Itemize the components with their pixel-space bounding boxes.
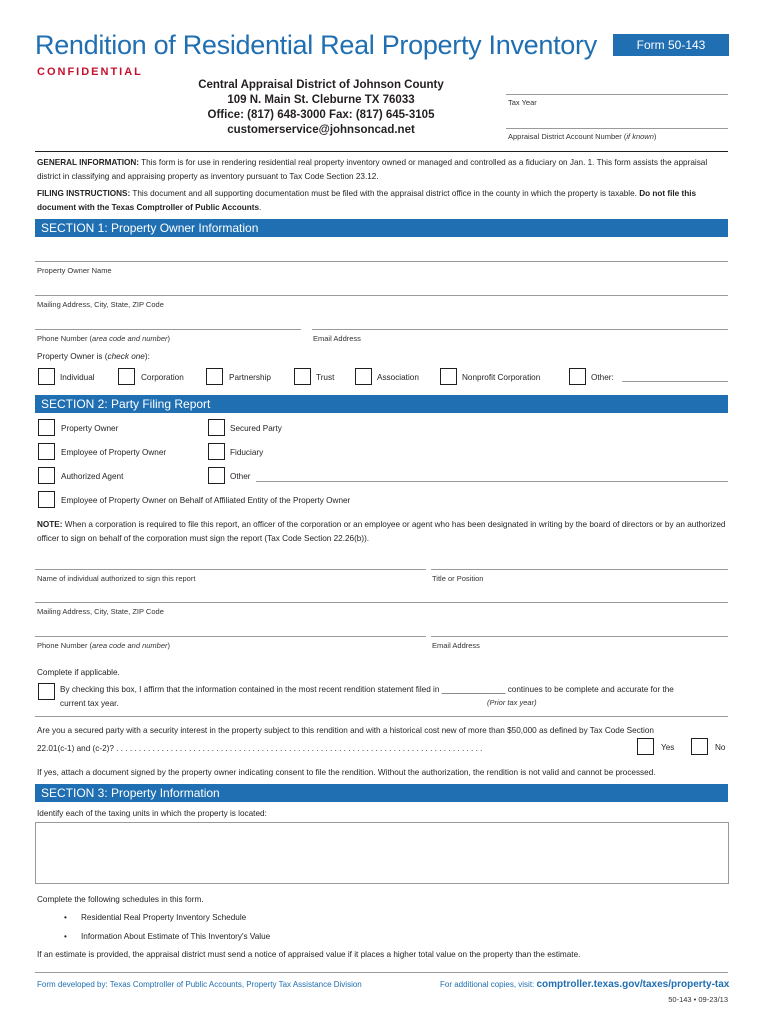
filer-email-field[interactable] xyxy=(431,636,728,637)
label-secured-no: No xyxy=(715,743,726,752)
checkbox-affirm-prior[interactable] xyxy=(38,683,55,700)
checkbox-trust[interactable] xyxy=(294,368,311,385)
checkbox-fiduciary[interactable] xyxy=(208,443,225,460)
appraisal-district-block xyxy=(160,78,482,138)
taxing-units-textarea[interactable] xyxy=(35,822,729,884)
checkbox-association[interactable] xyxy=(355,368,372,385)
footer-divider xyxy=(35,972,728,973)
cad-email: customerservice@johnsoncad.net xyxy=(227,124,415,136)
filer-mailing-field[interactable] xyxy=(35,602,728,603)
label-association: Association xyxy=(377,373,419,382)
tax-year-field[interactable] xyxy=(506,94,728,95)
estimate-notice: If an estimate is provided, the appraisal district must send a notice of appraised value if it places a higher total value on the property than the estimate. xyxy=(37,950,581,959)
label-other-filer: Other xyxy=(230,472,251,481)
comptroller-link[interactable]: comptroller.texas.gov/taxes/property-tax xyxy=(536,979,730,990)
filing-instructions: FILING INSTRUCTIONS: This document and all supporting documentation must be filed with the appraisal district office in the county in which the property is taxable. Do not file this document with the Texas Comptroller of Public Accounts. xyxy=(37,189,697,212)
additional-copies: For additional copies, visit: comptroller.texas.gov/taxes/property-tax xyxy=(440,979,730,990)
section-2-heading: SECTION 2: Party Filing Report xyxy=(35,395,728,413)
label-other-owner: Other: xyxy=(591,373,614,382)
checkbox-other-filer[interactable] xyxy=(208,467,225,484)
label-employee: Employee of Property Owner xyxy=(61,448,167,457)
secured-party-question-cont: 22.01(c-1) and (c-2)? . . . . . . . . . . . . . . . . . . . . . . . . . . . . . . . . . . . . . . . . . . . . . . . . . . . . . . . . . . . . . . . . . . . . . . . . . . . . . . . . . xyxy=(37,744,483,753)
complete-if-applicable: Complete if applicable. xyxy=(37,668,120,677)
owner-mailing-field[interactable] xyxy=(35,295,728,296)
section-1-heading: SECTION 1: Property Owner Information xyxy=(35,219,728,237)
owner-email-label: Email Address xyxy=(313,334,361,343)
label-partnership: Partnership xyxy=(229,373,271,382)
checkbox-authorized-agent[interactable] xyxy=(38,467,55,484)
owner-phone-label: Phone Number (area code and number) xyxy=(37,334,170,343)
signer-title-label: Title or Position xyxy=(432,574,484,583)
checkbox-nonprofit[interactable] xyxy=(440,368,457,385)
owner-name-field[interactable] xyxy=(35,261,728,262)
form-reference: 50-143 • 09-23/13 xyxy=(668,995,728,1004)
checkbox-other-owner[interactable] xyxy=(569,368,586,385)
bullet-icon: • xyxy=(64,913,67,922)
cad-name: Central Appraisal District of Johnson County xyxy=(198,79,444,91)
complete-schedules-text: Complete the following schedules in this form. xyxy=(37,895,204,904)
checkbox-employee-affiliated[interactable] xyxy=(38,491,55,508)
owner-type-prompt: Property Owner is (check one): xyxy=(37,352,150,361)
filer-email-label: Email Address xyxy=(432,641,480,650)
form-title: Rendition of Residential Real Property Inventory xyxy=(35,30,597,60)
checkbox-secured-yes[interactable] xyxy=(637,738,654,755)
taxing-units-prompt: Identify each of the taxing units in which the property is located: xyxy=(37,809,267,818)
checkbox-individual[interactable] xyxy=(38,368,55,385)
section-3-heading: SECTION 3: Property Information xyxy=(35,784,728,802)
prior-tax-year-label: (Prior tax year) xyxy=(487,698,537,707)
filer-mailing-label: Mailing Address, City, State, ZIP Code xyxy=(37,607,164,616)
label-property-owner: Property Owner xyxy=(61,424,119,433)
developed-by: Form developed by: Texas Comptroller of Public Accounts, Property Tax Assistance Division xyxy=(37,980,362,989)
schedule-item-inventory: Residential Real Property Inventory Schedule xyxy=(81,913,247,922)
checkbox-partnership[interactable] xyxy=(206,368,223,385)
signer-name-label: Name of individual authorized to sign this report xyxy=(37,574,196,583)
label-nonprofit: Nonprofit Corporation xyxy=(462,373,541,382)
general-information: GENERAL INFORMATION: This form is for use in rendering residential real property inventory owned or managed and controlled as a fiduciary on Jan. 1. This form assists the appraisal district in classifying and appraising property as inventory pursuant to Tax Code Section 23.12. xyxy=(37,158,708,181)
label-trust: Trust xyxy=(316,373,335,382)
label-secured-yes: Yes xyxy=(661,743,675,752)
label-authorized-agent: Authorized Agent xyxy=(61,472,124,481)
signer-title-field[interactable] xyxy=(431,569,728,570)
filer-phone-label: Phone Number (area code and number) xyxy=(37,641,170,650)
checkbox-corporation[interactable] xyxy=(118,368,135,385)
checkbox-employee[interactable] xyxy=(38,443,55,460)
affirm-prior-text: By checking this box, I affirm that the information contained in the most recent rendition statement filed in ______________ continues to be complete and accurate for the xyxy=(60,685,674,694)
cad-address: 109 N. Main St. Cleburne TX 76033 xyxy=(227,94,415,106)
bullet-icon: • xyxy=(64,932,67,941)
header-divider xyxy=(35,151,728,152)
label-individual: Individual xyxy=(60,373,95,382)
confidential-label: CONFIDENTIAL xyxy=(37,66,143,78)
owner-mailing-label: Mailing Address, City, State, ZIP Code xyxy=(37,300,164,309)
label-corporation: Corporation xyxy=(141,373,184,382)
corporation-note: NOTE: When a corporation is required to file this report, an officer of the corporation or an employee or agent who has been designated in writing by the board of directors or by an authorized officer to sign on behalf of the corporation must sign the report (Tax Code Section 22.26(b)). xyxy=(37,520,726,543)
account-number-label: Appraisal District Account Number (if known) xyxy=(508,132,657,141)
secured-divider xyxy=(35,716,728,717)
checkbox-secured-no[interactable] xyxy=(691,738,708,755)
owner-phone-field[interactable] xyxy=(35,329,301,330)
label-secured-party: Secured Party xyxy=(230,424,282,433)
account-number-field[interactable] xyxy=(506,128,728,129)
label-fiduciary: Fiduciary xyxy=(230,448,264,457)
signer-name-field[interactable] xyxy=(35,569,426,570)
checkbox-property-owner[interactable] xyxy=(38,419,55,436)
cad-phone: Office: (817) 648-3000 Fax: (817) 645-3105 xyxy=(207,109,435,121)
checkbox-secured-party[interactable] xyxy=(208,419,225,436)
filer-phone-field[interactable] xyxy=(35,636,426,637)
owner-name-label: Property Owner Name xyxy=(37,266,112,275)
owner-email-field[interactable] xyxy=(312,329,728,330)
authorization-note: If yes, attach a document signed by the property owner indicating consent to file the rendition. Without the authorization, the rendition is not valid and cannot be processed. xyxy=(37,768,656,777)
label-employee-affiliated: Employee of Property Owner on Behalf of Affiliated Entity of the Property Owner xyxy=(61,496,351,505)
tax-year-label: Tax Year xyxy=(508,98,537,107)
form-number-badge: Form 50-143 xyxy=(613,34,729,56)
secured-party-question: Are you a secured party with a security interest in the property subject to this rendition and with a historical cost new of more than $50,000 as defined by Tax Code Section xyxy=(37,726,654,735)
other-owner-field[interactable] xyxy=(622,381,728,382)
affirm-current-year: current tax year. xyxy=(60,699,119,708)
schedule-item-estimate: Information About Estimate of This Inventory's Value xyxy=(81,932,271,941)
other-filer-field[interactable] xyxy=(256,481,728,482)
